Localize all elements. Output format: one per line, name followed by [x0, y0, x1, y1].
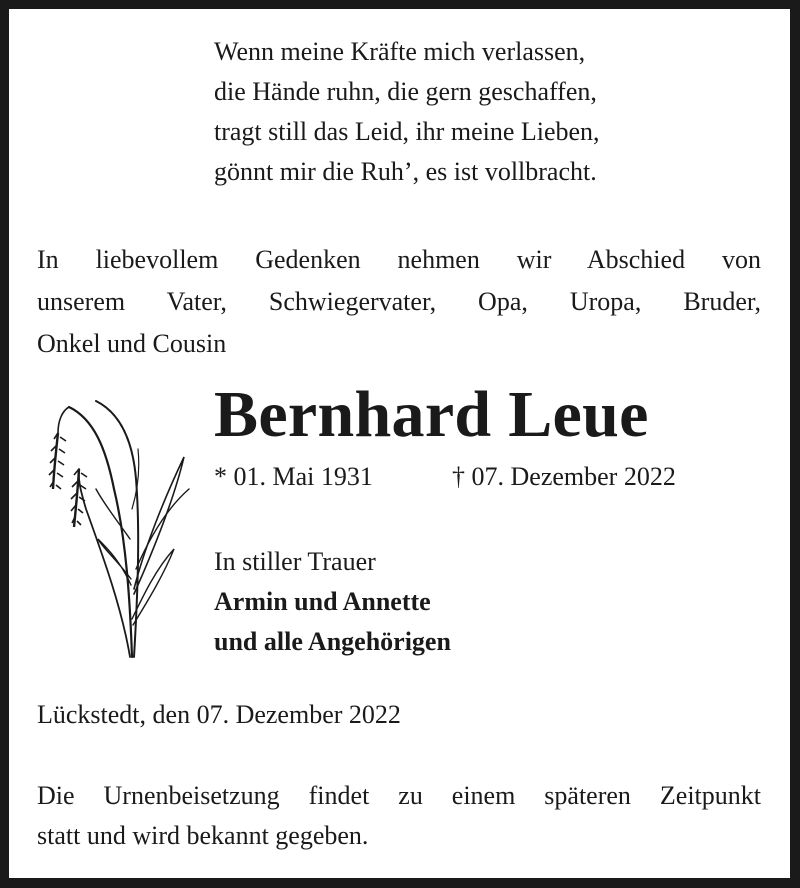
burial-line: Die Urnenbeisetzung findet zu einem späteren Zeitpunkt	[37, 781, 761, 810]
mourning-heading: In stiller Trauer	[214, 547, 376, 576]
obituary-notice	[9, 9, 790, 878]
mourner-names: und alle Angehörigen	[214, 627, 451, 656]
burial-line: statt und wird bekannt gegeben.	[37, 821, 369, 850]
life-dates	[214, 457, 676, 497]
poem	[214, 32, 600, 192]
wheat-stalk-icon	[34, 389, 204, 669]
place-date: Lückstedt, den 07. Dezember 2022	[37, 700, 401, 729]
deceased-name: Bernhard Leue	[214, 378, 649, 451]
intro-line: unserem Vater, Schwiegervater, Opa, Uropa, Bruder,	[37, 287, 761, 316]
death-date: † 07. Dezember 2022	[452, 462, 676, 491]
poem-line: die Hände ruhn, die gern geschaffen,	[214, 77, 597, 106]
mourning-block	[214, 542, 451, 662]
intro-text	[37, 239, 761, 365]
burial-note	[37, 776, 761, 856]
poem-line: gönnt mir die Ruh’, es ist vollbracht.	[214, 157, 597, 186]
intro-line: In liebevollem Gedenken nehmen wir Abschied von	[37, 245, 761, 274]
poem-line: tragt still das Leid, ihr meine Lieben,	[214, 117, 600, 146]
poem-line: Wenn meine Kräfte mich verlassen,	[214, 37, 586, 66]
mourner-names: Armin und Annette	[214, 587, 431, 616]
intro-line: Onkel und Cousin	[37, 329, 227, 358]
birth-date: * 01. Mai 1931	[214, 462, 373, 491]
